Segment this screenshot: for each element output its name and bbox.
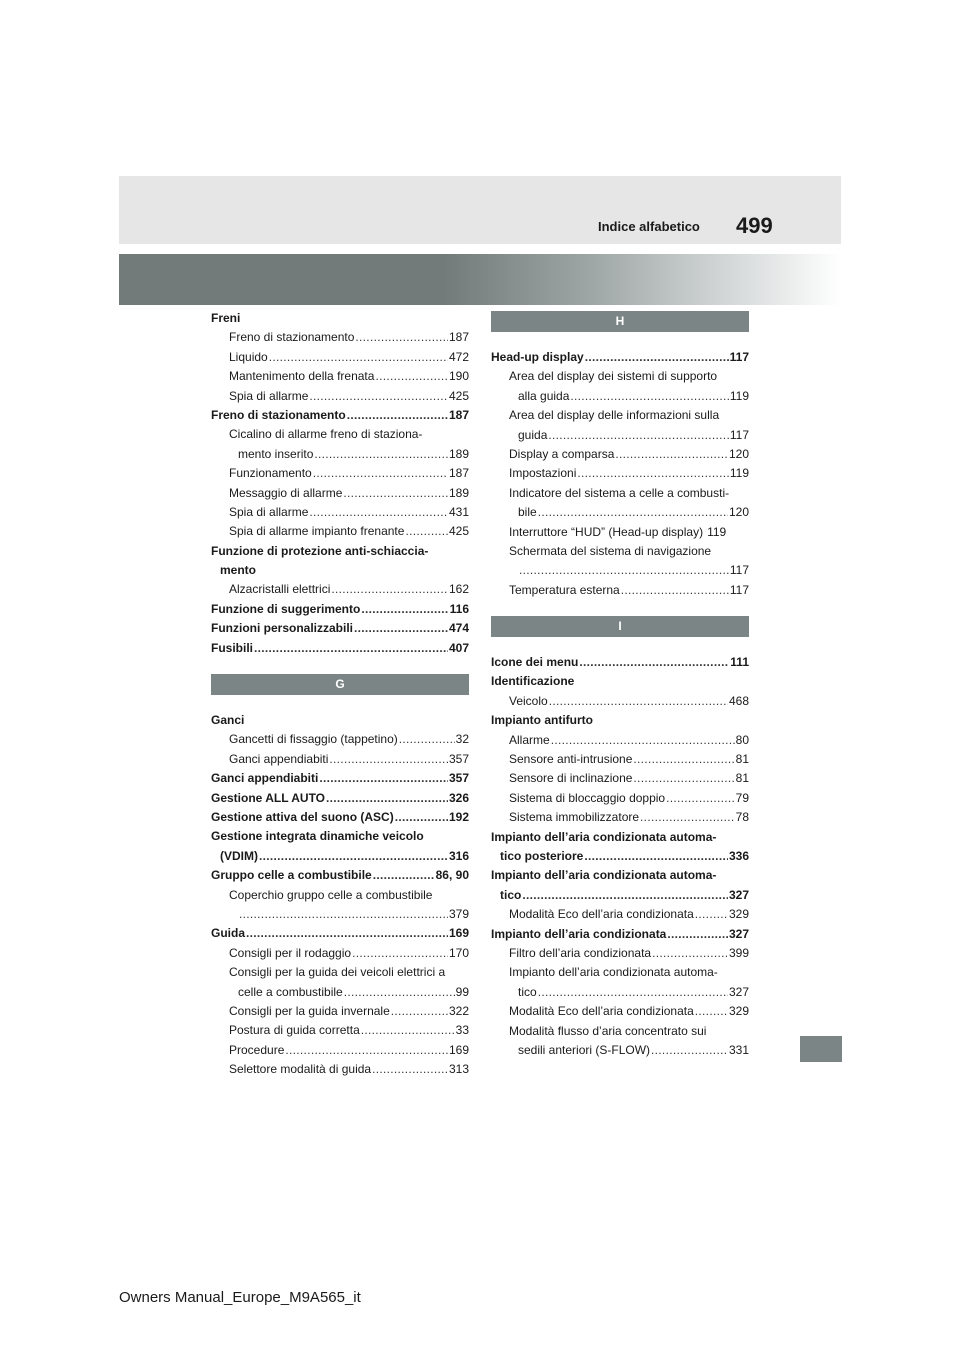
index-subentry: Display a comparsa ..... 120 — [491, 445, 749, 464]
index-subentry: Consigli per il rodaggio ..... 170 — [211, 944, 469, 963]
letter-band-h: H — [491, 311, 749, 332]
index-subentry: Mantenimento della frenata ..... 190 — [211, 367, 469, 386]
index-subentry: Schermata del sistema di navigazione — [509, 543, 712, 558]
index-entry-fusibili: Fusibili ..... 407 — [211, 639, 469, 658]
index-subentry: Sensore di inclinazione ..... 81 — [491, 769, 749, 788]
index-subentry-cont: bile ..... 120 — [491, 503, 749, 522]
index-entry-suggerimento: Funzione di suggerimento ..... 116 — [211, 600, 469, 619]
index-subentry: Spia di allarme ..... 431 — [211, 503, 469, 522]
index-entry-identificazione: Identificazione — [491, 674, 575, 689]
index-entry-aria-auto: Impianto dell’aria condizionata automa- — [491, 868, 717, 883]
index-subentry-cont: ..... 379 — [211, 905, 469, 924]
index-subentry: Gancetti di fissaggio (tappetino) ..... 32 — [211, 730, 469, 749]
header-band — [119, 176, 841, 244]
index-subentry: Sistema di bloccaggio doppio ..... 79 — [491, 789, 749, 808]
index-entry-hud: Head-up display ..... 117 — [491, 348, 749, 367]
index-subentry: Consigli per la guida dei veicoli elettrici a — [229, 965, 446, 980]
index-subentry: Spia di allarme ..... 425 — [211, 387, 469, 406]
letter-band-g: G — [211, 674, 469, 695]
index-column-left — [211, 309, 469, 1079]
index-entry-aria-post: Impianto dell’aria condizionata automa- — [491, 829, 717, 844]
index-entry-cont: tico ..... 327 — [491, 886, 749, 905]
index-subentry: Procedure ..... 169 — [211, 1041, 469, 1060]
index-subentry: Modalità flusso d’aria concentrato sui — [509, 1023, 707, 1038]
index-entry-all-auto: Gestione ALL AUTO ..... 326 — [211, 789, 469, 808]
index-subentry: Area del display dei sistemi di supporto — [509, 369, 718, 384]
letter-band-i: I — [491, 616, 749, 637]
index-subentry-cont: tico ..... 327 — [491, 983, 749, 1002]
index-subentry: Modalità Eco dell’aria condizionata ..... 329 — [491, 905, 749, 924]
index-entry-freni: Freni — [211, 311, 241, 325]
index-entry-personalizzabili: Funzioni personalizzabili ..... 474 — [211, 619, 469, 638]
index-subentry: Area del display delle informazioni sulla — [509, 408, 720, 423]
index-subentry-cont: celle a combustibile ..... 99 — [211, 983, 469, 1002]
index-subentry: Postura di guida corretta ..... 33 — [211, 1021, 469, 1040]
index-subentry: Impianto dell’aria condizionata automa- — [509, 965, 718, 980]
index-entry-ganci: Ganci — [211, 713, 245, 728]
index-subentry: Temperatura esterna ..... 117 — [491, 581, 749, 600]
index-subentry: Liquido ..... 472 — [211, 348, 469, 367]
index-subentry: Indicatore del sistema a celle a combusti- — [509, 485, 730, 500]
section-title: Indice alfabetico — [598, 219, 700, 234]
index-subentry: Alzacristalli elettrici ..... 162 — [211, 580, 469, 599]
index-subentry: Cicalino di allarme freno di staziona- — [229, 427, 423, 442]
index-subentry: Messaggio di allarme ..... 189 — [211, 484, 469, 503]
index-entry-aria: Impianto dell’aria condizionata ..... 327 — [491, 925, 749, 944]
index-entry-anti-schiacciamento: Funzione di protezione anti-schiaccia- — [211, 543, 429, 558]
index-entry-asc: Gestione attiva del suono (ASC) ..... 192 — [211, 808, 469, 827]
index-entry-gruppo-celle: Gruppo celle a combustibile ..... 86, 90 — [211, 866, 469, 885]
index-entry-cont: tico posteriore ..... 336 — [491, 847, 749, 866]
index-entry-antifurto: Impianto antifurto — [491, 713, 593, 728]
gradient-bar — [119, 254, 841, 305]
index-subentry: Filtro dell’aria condizionata ..... 399 — [491, 944, 749, 963]
index-entry-vdim: Gestione integrata dinamiche veicolo — [211, 829, 424, 844]
index-subentry: Modalità Eco dell’aria condizionata ..... 329 — [491, 1002, 749, 1021]
index-entry-ganci-appendiabiti: Ganci appendiabiti ..... 357 — [211, 769, 469, 788]
index-subentry: Impostazioni ..... 119 — [491, 464, 749, 483]
index-subentry: Interruttore “HUD” (Head-up display) 119 — [509, 524, 727, 539]
index-subentry-cont: guida ..... 117 — [491, 426, 749, 445]
index-subentry: Freno di stazionamento ..... 187 — [211, 328, 469, 347]
index-subentry-cont: sedili anteriori (S-FLOW) ..... 331 — [491, 1041, 749, 1060]
index-subentry-cont: mento inserito ..... 189 — [211, 445, 469, 464]
page-number: 499 — [736, 213, 773, 238]
index-subentry: Coperchio gruppo celle a combustibile — [229, 887, 433, 902]
index-subentry: Sistema immobilizzatore ..... 78 — [491, 808, 749, 827]
index-subentry-cont: ..... 117 — [491, 561, 749, 580]
index-column-right — [491, 311, 749, 1060]
index-subentry-cont: alla guida ..... 119 — [491, 387, 749, 406]
index-subentry: Allarme ..... 80 — [491, 731, 749, 750]
index-subentry: Spia di allarme impianto frenante ..... 425 — [211, 522, 469, 541]
thumb-index-tab[interactable] — [800, 1036, 842, 1062]
footer-manual-id: Owners Manual_Europe_M9A565_it — [119, 1289, 361, 1306]
index-entry-freno-stazionamento: Freno di stazionamento ..... 187 — [211, 406, 469, 425]
index-entry-icone: Icone dei menu ..... 111 — [491, 653, 749, 672]
index-subentry: Sensore anti-intrusione ..... 81 — [491, 750, 749, 769]
index-entry-cont: mento — [220, 563, 256, 578]
index-subentry: Funzionamento ..... 187 — [211, 464, 469, 483]
index-subentry: Consigli per la guida invernale ..... 322 — [211, 1002, 469, 1021]
index-subentry: Ganci appendiabiti ..... 357 — [211, 750, 469, 769]
index-entry-cont: (VDIM) ..... 316 — [211, 847, 469, 866]
index-entry-guida: Guida ..... 169 — [211, 924, 469, 943]
index-subentry: Veicolo ..... 468 — [491, 692, 749, 711]
index-subentry: Selettore modalità di guida ..... 313 — [211, 1060, 469, 1079]
